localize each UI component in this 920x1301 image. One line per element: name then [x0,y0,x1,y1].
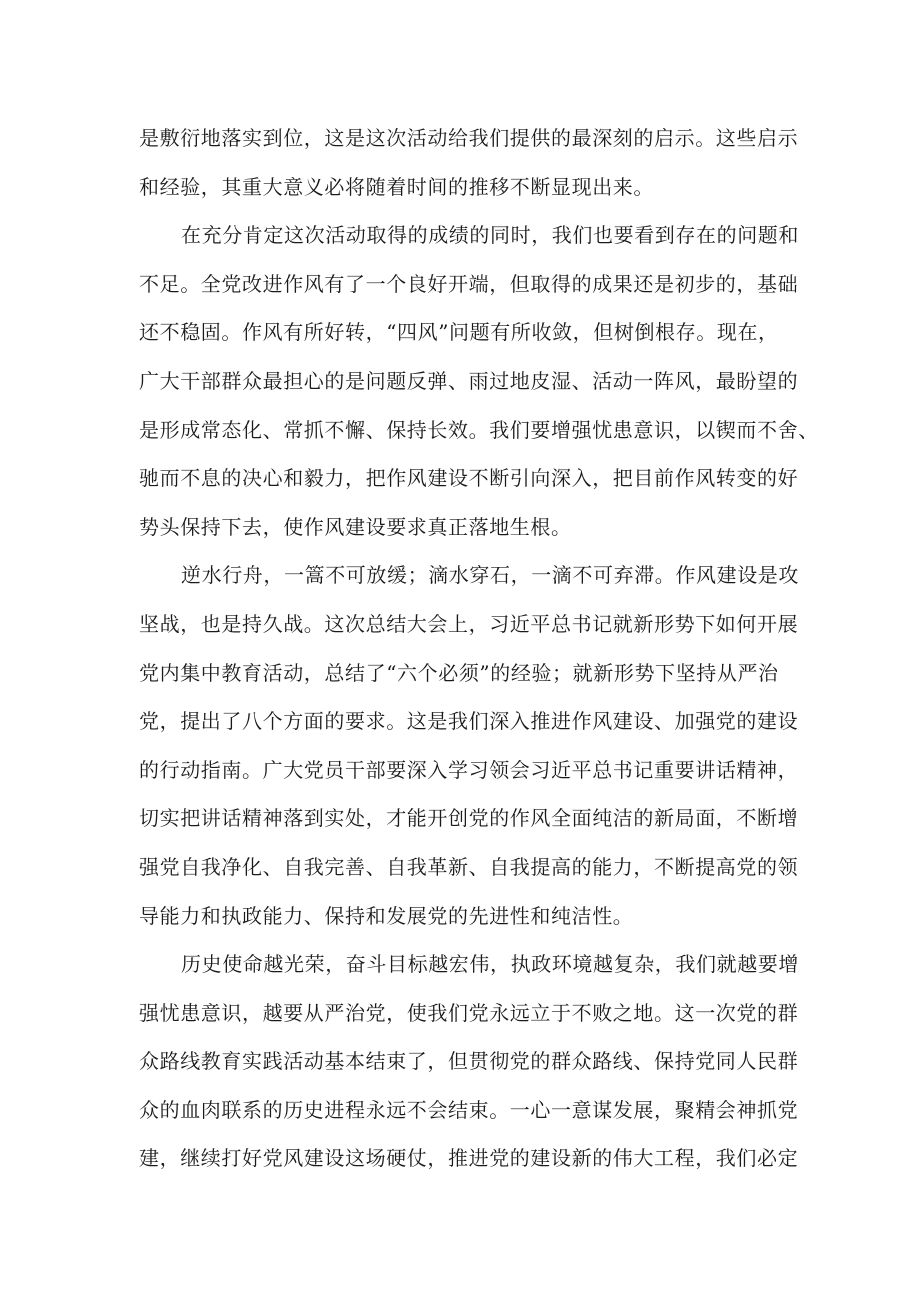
paragraph-line: 势头保持下去，使作风建设要求真正落地生根。 [139,514,572,539]
paragraph-line: 众的血肉联系的历史进程永远不会结束。一心一意谋发展，聚精会神抓党 [139,1097,799,1122]
paragraph-line: 建，继续打好党风建设这场硬仗，推进党的建设新的伟大工程，我们必定 [139,1146,799,1171]
paragraph-line: 在充分肯定这次活动取得的成绩的同时，我们也要看到存在的问题和 [181,223,799,248]
paragraph-line: 党，提出了八个方面的要求。这是我们深入推进作风建设、加强党的建设 [139,709,799,734]
paragraph-line: 切实把讲话精神落到实处，才能开创党的作风全面纯洁的新局面，不断增 [139,806,799,831]
paragraph-line: 驰而不息的决心和毅力，把作风建设不断引向深入，把目前作风转变的好 [139,466,799,491]
paragraph-line: 强忧患意识，越要从严治党，使我们党永远立于不败之地。这一次党的群 [139,1000,799,1025]
paragraph-line: 逆水行舟，一篙不可放缓；滴水穿石，一滴不可弃滞。作风建设是攻 [181,563,799,588]
paragraph-2 [139,211,819,551]
paragraph-4 [139,940,803,1183]
paragraph-line: 强党自我净化、自我完善、自我革新、自我提高的能力，不断提高党的领 [139,854,799,879]
paragraph-line: 历史使命越光荣，奋斗目标越宏伟，执政环境越复杂，我们就越要增 [181,952,799,977]
document-body [139,114,819,1183]
paragraph-line: 广大干部群众最担心的是问题反弹、雨过地皮湿、活动一阵风，最盼望的 [139,368,799,393]
paragraph-line: 党内集中教育活动，总结了“六个必须”的经验；就新形势下坚持从严治 [139,660,779,685]
paragraph-line: 不足。全党改进作风有了一个良好开端，但取得的成果还是初步的，基础 [139,271,799,296]
paragraph-line: 导能力和执政能力、保持和发展党的先进性和纯洁性。 [139,903,634,928]
paragraph-3 [139,551,803,940]
paragraph-line: 是敷衍地落实到位，这是这次活动给我们提供的最深刻的启示。这些启示 [139,126,799,150]
paragraph-1 [139,114,803,211]
paragraph-line: 还不稳固。作风有所好转，“四风”问题有所收敛，但树倒根存。现在， [139,320,779,345]
paragraph-line: 和经验，其重大意义必将随着时间的推移不断显现出来。 [139,174,654,199]
paragraph-line: 是形成常态化、常抓不懈、保持长效。我们要增强忧患意识，以锲而不舍、 [139,417,819,442]
paragraph-line: 坚战，也是持久战。这次总结大会上，习近平总书记就新形势下如何开展 [139,611,799,636]
paragraph-line: 的行动指南。广大党员干部要深入学习领会习近平总书记重要讲话精神， [139,757,799,782]
paragraph-line: 众路线教育实践活动基本结束了，但贯彻党的群众路线、保持党同人民群 [139,1049,799,1074]
